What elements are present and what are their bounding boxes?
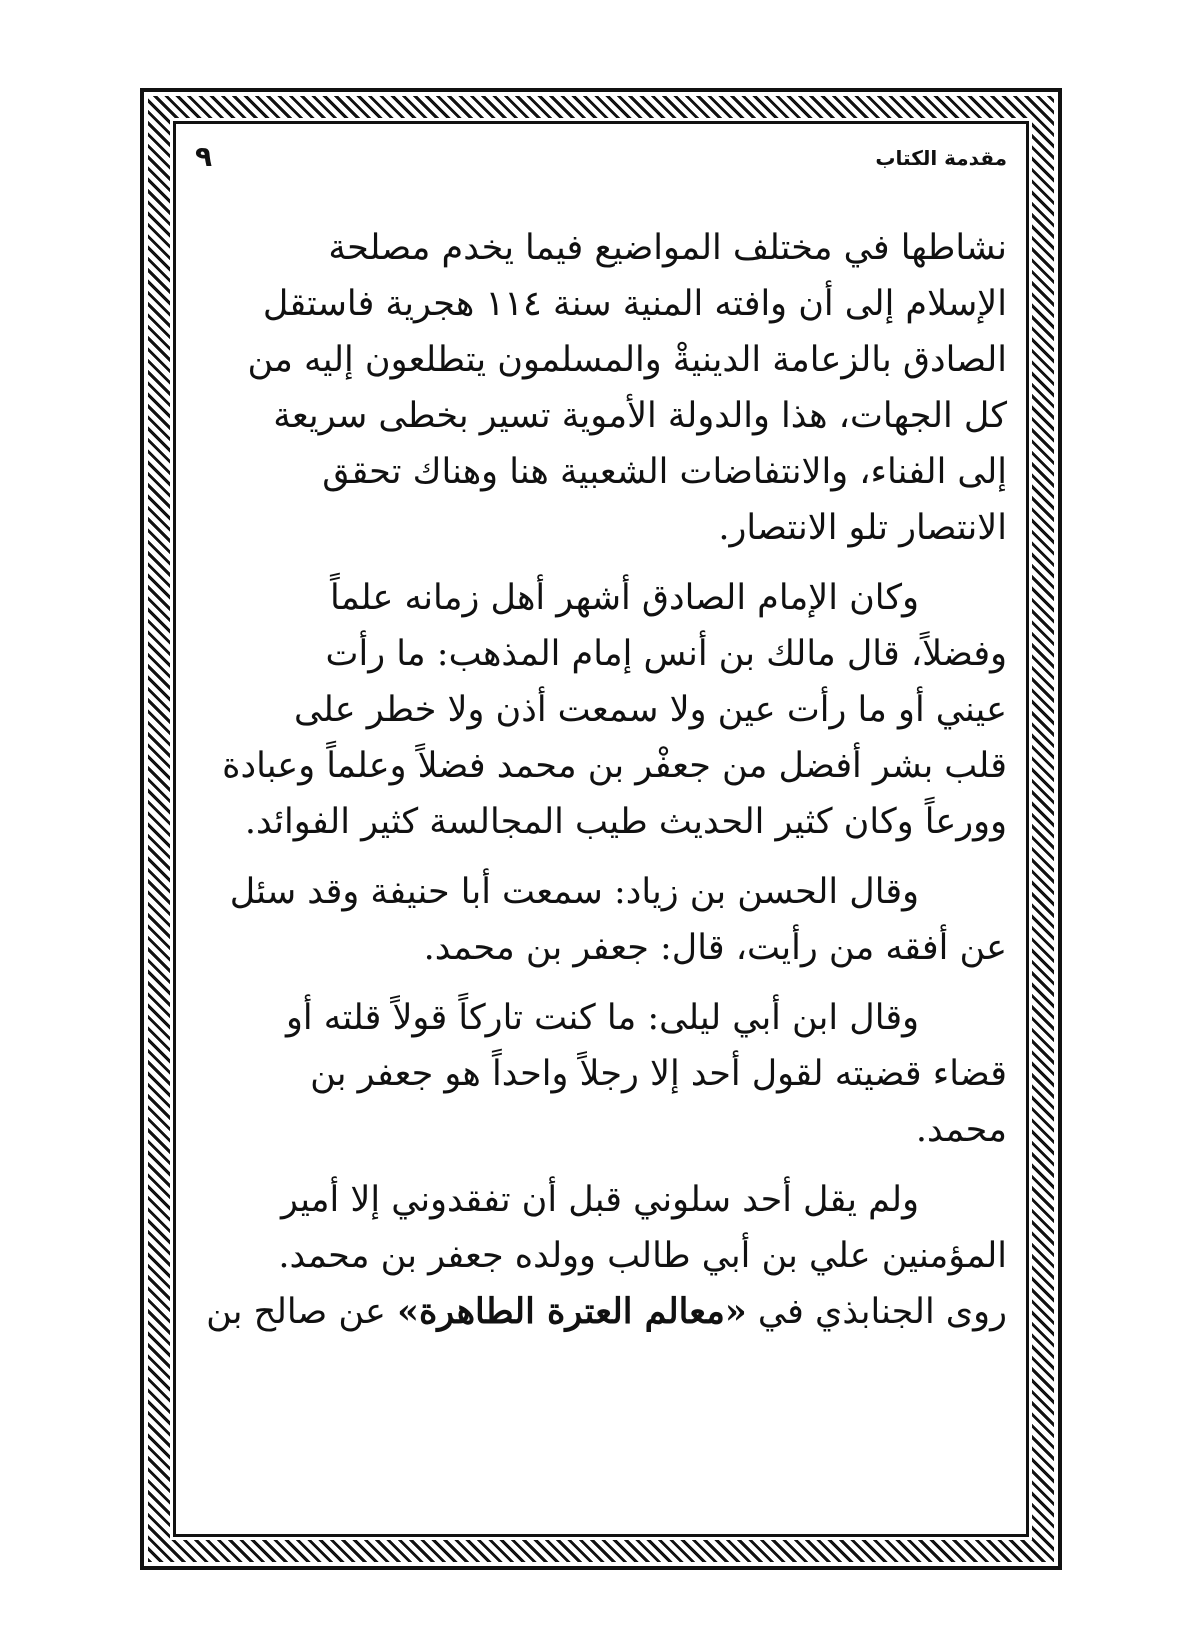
text-line: ولم يقل أحد سلوني قبل أن تفقدوني إلا أمير — [280, 1180, 919, 1220]
text-line: نشاطها في مختلف المواضيع فيما يخدم مصلحة — [328, 228, 1007, 268]
paragraph-gap — [195, 1158, 1007, 1172]
page-number: ٩ — [195, 140, 213, 173]
body-text — [195, 220, 1007, 1340]
text-line: وقال ابن أبي ليلى: ما كنت تاركاً قولاً قلته أو — [285, 998, 919, 1038]
text-line-last — [195, 1284, 1007, 1340]
page-header — [195, 140, 1007, 180]
text-line: الإسلام إلى أن وافته المنية سنة ١١٤ هجرية فاستقل — [262, 284, 1007, 324]
text-line: قضاء قضيته لقول أحد إلا رجلاً واحداً هو جعفر بن — [310, 1054, 1007, 1094]
text-line: وورعاً وكان كثير الحديث طيب المجالسة كثير الفوائد. — [244, 802, 1007, 842]
text-line: قلب بشر أفضل من جعفْر بن محمد فضلاً وعلماً وعبادة — [222, 746, 1007, 786]
text-segment: عن صالح بن — [206, 1292, 398, 1332]
paragraph-gap — [195, 850, 1007, 864]
text-line: الانتصار تلو الانتصار. — [718, 508, 1007, 548]
text-line: عيني أو ما رأت عين ولا سمعت أذن ولا خطر على — [294, 690, 1007, 730]
text-line: إلى الفناء، والانتفاضات الشعبية هنا وهناك تحقق — [322, 452, 1007, 492]
text-line: وفضلاً، قال مالك بن أنس إمام المذهب: ما رأت — [325, 634, 1007, 674]
text-line: كل الجهات، هذا والدولة الأموية تسير بخطى سريعة — [273, 396, 1007, 436]
text-segment: روى الجنابذي في — [746, 1292, 1007, 1332]
text-line: المؤمنين علي بن أبي طالب وولده جعفر بن محمد. — [278, 1236, 1007, 1276]
book-title: «معالم العترة الطاهرة» — [397, 1291, 747, 1332]
running-title: مقدمة الكتاب — [875, 146, 1007, 170]
text-line: وقال الحسن بن زياد: سمعت أبا حنيفة وقد سئل — [229, 872, 919, 912]
text-line: وكان الإمام الصادق أشهر أهل زمانه علماً — [330, 578, 919, 618]
paragraph-gap — [195, 556, 1007, 570]
text-line: محمد. — [915, 1110, 1007, 1150]
text-line: عن أفقه من رأيت، قال: جعفر بن محمد. — [423, 928, 1007, 968]
paragraph-gap — [195, 976, 1007, 990]
text-line: الصادق بالزعامة الدينيةْ والمسلمون يتطلعون إليه من — [247, 340, 1007, 380]
